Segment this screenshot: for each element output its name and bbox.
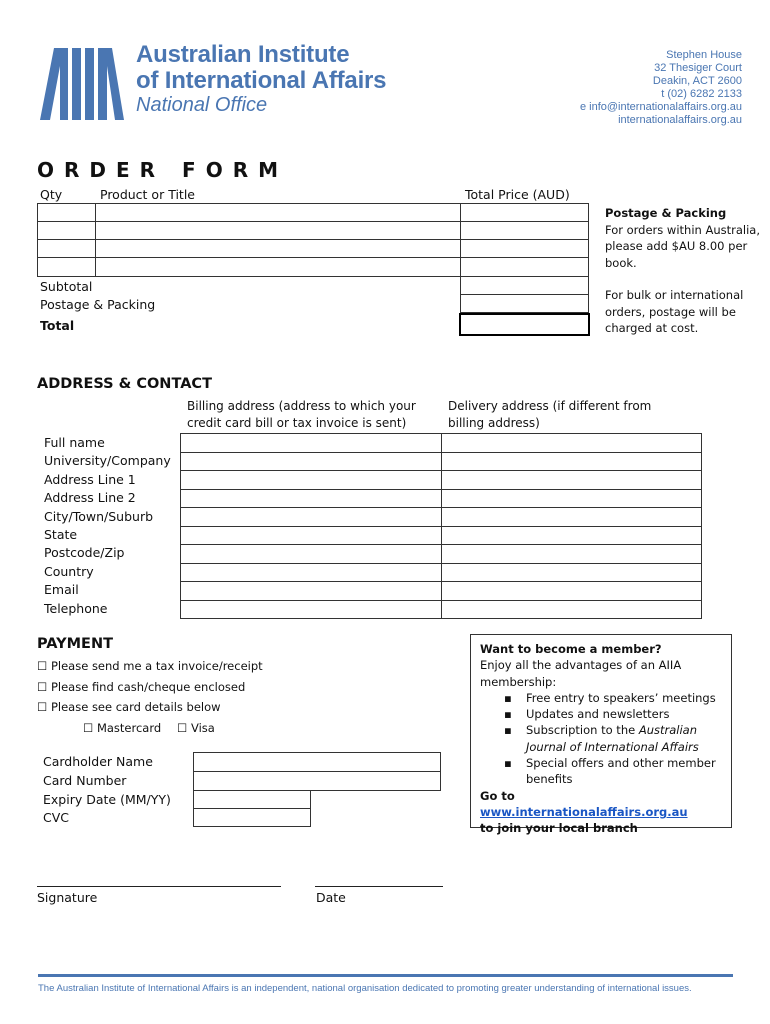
price-input[interactable] bbox=[460, 257, 589, 277]
billing-input[interactable] bbox=[180, 600, 442, 619]
postage-label: Postage & Packing bbox=[40, 297, 156, 312]
address-field-labels bbox=[44, 434, 171, 618]
card-number-label: Card Number bbox=[43, 773, 127, 788]
cvc-input[interactable] bbox=[193, 808, 311, 827]
order-form-title: ORDER FORM bbox=[37, 158, 288, 182]
contact-line: 32 Thesiger Court bbox=[654, 62, 742, 74]
billing-input[interactable] bbox=[180, 507, 442, 527]
price-input[interactable] bbox=[460, 221, 589, 240]
benefit-item: ▪ Free entry to speakers’ meetings bbox=[526, 690, 722, 706]
delivery-input[interactable] bbox=[441, 600, 702, 619]
cardholder-input[interactable] bbox=[193, 752, 441, 772]
delivery-input[interactable] bbox=[441, 470, 702, 490]
billing-input[interactable] bbox=[180, 489, 442, 509]
membership-heading: Want to become a member? bbox=[480, 642, 662, 656]
membership-link[interactable]: www.internationalaffairs.org.au bbox=[480, 804, 688, 819]
billing-input[interactable] bbox=[180, 526, 442, 546]
org-name bbox=[136, 42, 386, 94]
subtotal-input[interactable] bbox=[460, 276, 589, 295]
billing-input[interactable] bbox=[180, 470, 442, 490]
payment-heading: PAYMENT bbox=[37, 636, 113, 652]
product-input[interactable] bbox=[95, 203, 461, 222]
field-label: Telephone bbox=[44, 600, 108, 616]
cvc-label: CVC bbox=[43, 810, 70, 825]
billing-input[interactable] bbox=[180, 452, 442, 472]
field-label: Address Line 1 bbox=[44, 471, 136, 487]
delivery-header: Delivery address (if different from billing address) bbox=[448, 399, 652, 430]
mastercard-checkbox[interactable]: ☐ Mastercard bbox=[83, 721, 162, 735]
product-input[interactable] bbox=[95, 257, 461, 277]
membership-intro: Enjoy all the advantages of an AIIA membership: bbox=[480, 658, 682, 689]
contact-line: Stephen House bbox=[666, 49, 742, 61]
delivery-input[interactable] bbox=[441, 581, 702, 601]
tax-invoice-checkbox[interactable]: ☐ Please send me a tax invoice/receipt bbox=[37, 659, 263, 673]
product-header: Product or Title bbox=[100, 187, 195, 202]
contact-line: t (02) 6282 2133 bbox=[661, 88, 742, 100]
field-label: Full name bbox=[44, 435, 105, 450]
benefit-item: ▪ Updates and newsletters bbox=[526, 706, 722, 722]
field-label: Address Line 2 bbox=[44, 490, 136, 506]
footer-divider bbox=[38, 974, 733, 977]
go-to-text: Go to bbox=[480, 788, 515, 803]
delivery-input[interactable] bbox=[441, 507, 702, 527]
postage-note-domestic: For orders within Australia, please add $AU 8.00 per book. bbox=[605, 222, 760, 270]
expiry-input[interactable] bbox=[193, 790, 311, 809]
org-subtitle: National Office bbox=[136, 94, 268, 116]
postage-note bbox=[605, 205, 760, 337]
expiry-label: Expiry Date (MM/YY) bbox=[43, 792, 171, 807]
contact-block bbox=[580, 49, 742, 127]
contact-line: Deakin, ACT 2600 bbox=[652, 75, 742, 87]
qty-input[interactable] bbox=[37, 221, 96, 240]
product-input[interactable] bbox=[95, 221, 461, 240]
membership-cta bbox=[480, 788, 722, 821]
delivery-input[interactable] bbox=[441, 489, 702, 509]
address-heading: ADDRESS & CONTACT bbox=[37, 376, 212, 392]
cash-cheque-checkbox[interactable]: ☐ Please find cash/cheque enclosed bbox=[37, 680, 246, 694]
field-label: University/Company bbox=[44, 453, 171, 469]
contact-email: e info@internationalaffairs.org.au bbox=[579, 101, 742, 113]
benefit-item: ▪ Special offers and other member benefits bbox=[526, 755, 722, 788]
card-number-input[interactable] bbox=[193, 771, 441, 791]
price-input[interactable] bbox=[460, 239, 589, 258]
date-label: Date bbox=[316, 890, 346, 905]
org-name-line2: of International Affairs bbox=[136, 67, 387, 94]
join-text: to join your local branch bbox=[480, 821, 638, 836]
benefit-text: Subscription to the bbox=[526, 723, 636, 738]
billing-input[interactable] bbox=[180, 563, 442, 583]
field-label: Postcode/Zip bbox=[44, 545, 125, 561]
subtotal-label: Subtotal bbox=[40, 279, 93, 294]
billing-input[interactable] bbox=[180, 581, 442, 601]
org-name-line1: Australian Institute bbox=[136, 41, 350, 68]
price-header: Total Price (AUD) bbox=[465, 187, 570, 202]
field-label: City/Town/Suburb bbox=[44, 508, 154, 524]
qty-header: Qty bbox=[40, 187, 63, 202]
total-input[interactable] bbox=[459, 313, 590, 336]
benefit-item bbox=[526, 722, 722, 755]
delivery-input[interactable] bbox=[441, 563, 702, 583]
delivery-input[interactable] bbox=[441, 526, 702, 546]
field-label: State bbox=[44, 527, 78, 543]
visa-checkbox[interactable]: ☐ Visa bbox=[177, 721, 215, 735]
postage-input[interactable] bbox=[460, 294, 589, 313]
journal-title: Australian Journal of International Affairs bbox=[526, 723, 699, 754]
contact-website: internationalaffairs.org.au bbox=[618, 114, 742, 126]
billing-input[interactable] bbox=[180, 433, 442, 453]
field-label: Country bbox=[44, 563, 94, 579]
total-label: Total bbox=[40, 318, 75, 333]
footer-text: The Australian Institute of International Affairs is an independent, national organisation dedicated to promoting greater understanding of international issues. bbox=[38, 983, 692, 994]
delivery-input[interactable] bbox=[441, 433, 702, 453]
signature-label: Signature bbox=[37, 890, 98, 905]
aiia-logo bbox=[38, 44, 124, 122]
field-label: Email bbox=[44, 582, 79, 598]
price-input[interactable] bbox=[460, 203, 589, 222]
qty-input[interactable] bbox=[37, 257, 96, 277]
postage-note-international: For bulk or international orders, postage will be charged at cost. bbox=[605, 288, 744, 335]
membership-box bbox=[470, 634, 732, 836]
postage-note-heading: Postage & Packing bbox=[605, 206, 727, 220]
billing-header: Billing address (address to which your credit card bill or tax invoice is sent) bbox=[187, 399, 416, 430]
delivery-input[interactable] bbox=[441, 452, 702, 472]
delivery-input[interactable] bbox=[441, 544, 702, 564]
qty-input[interactable] bbox=[37, 203, 96, 222]
membership-benefits bbox=[480, 690, 722, 788]
billing-input[interactable] bbox=[180, 544, 442, 564]
date-line[interactable] bbox=[315, 886, 443, 887]
qty-input[interactable] bbox=[37, 239, 96, 258]
cardholder-label: Cardholder Name bbox=[43, 754, 153, 769]
signature-line[interactable] bbox=[37, 886, 281, 887]
product-input[interactable] bbox=[95, 239, 461, 258]
card-details-checkbox[interactable]: ☐ Please see card details below bbox=[37, 700, 221, 714]
